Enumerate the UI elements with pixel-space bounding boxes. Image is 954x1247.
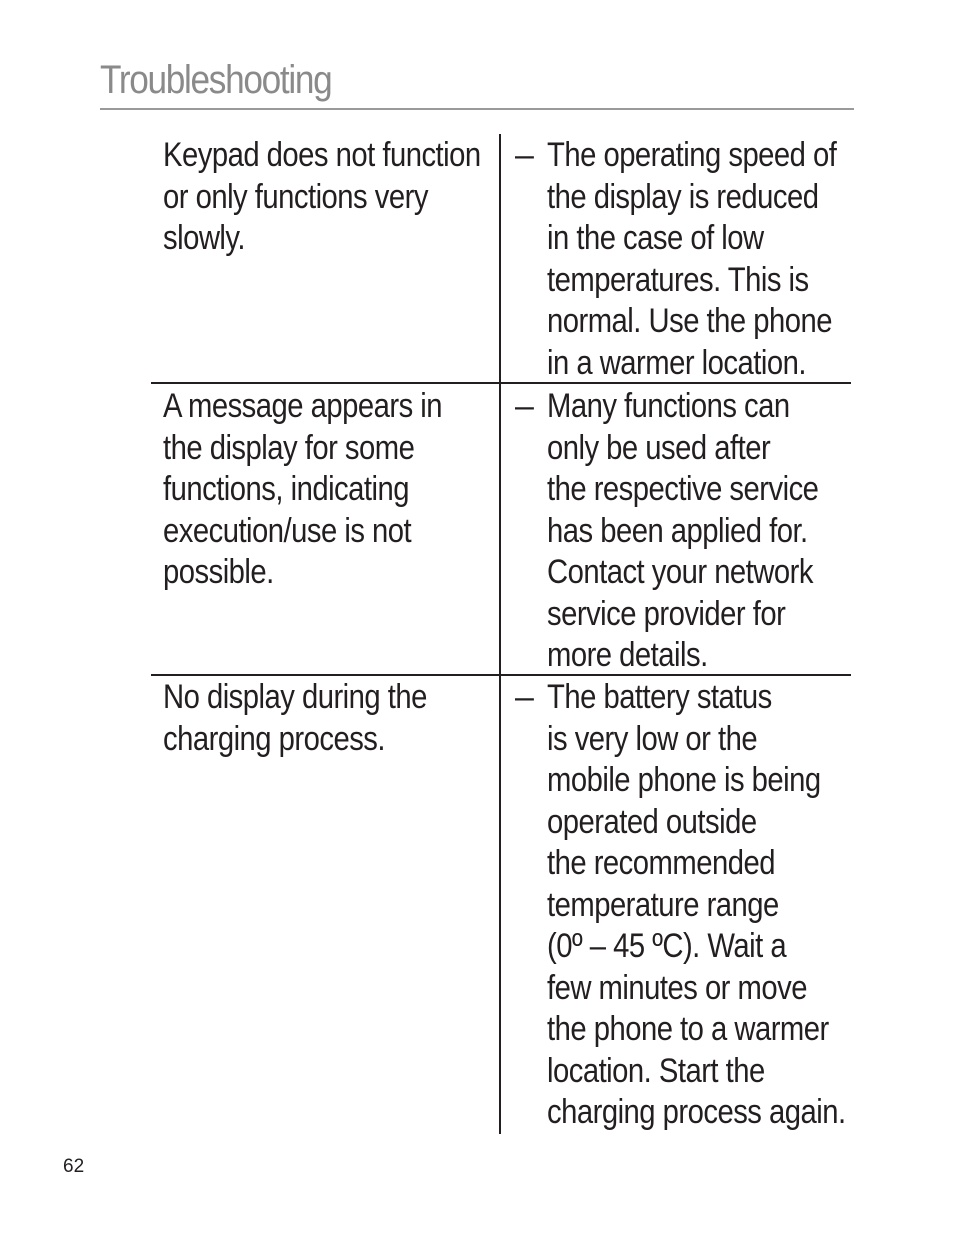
problem-text: A message appears in the display for some functions, indicating execution/use is not possible. [163, 387, 443, 591]
dash-marker: – [515, 387, 534, 425]
solution-text: The operating speed of the display is reduced in the case of low temperatures. This is normal. Use the phone in a warmer location. [547, 136, 837, 382]
dash-marker: – [515, 678, 534, 716]
problem-text: Keypad does not function or only functions very slowly. [163, 136, 481, 257]
title-divider [100, 108, 854, 110]
problem-text: No display during the charging process. [163, 678, 427, 758]
dash-marker: – [515, 136, 534, 174]
row-divider [151, 382, 851, 384]
solution-text: The battery status is very low or the mobile phone is being operated outside the recommended temperature range (0º – 45 ºC). Wait a few minutes or move the phone to a warmer location. Start the charging process again. [547, 678, 846, 1131]
row-divider [151, 674, 851, 676]
page-title: Troubleshooting [100, 58, 332, 102]
page-number: 62 [63, 1156, 85, 1177]
solution-text: Many functions can only be used after the respective service has been applied for. Contact your network service provider for more details. [547, 387, 819, 674]
column-divider [499, 134, 501, 1134]
